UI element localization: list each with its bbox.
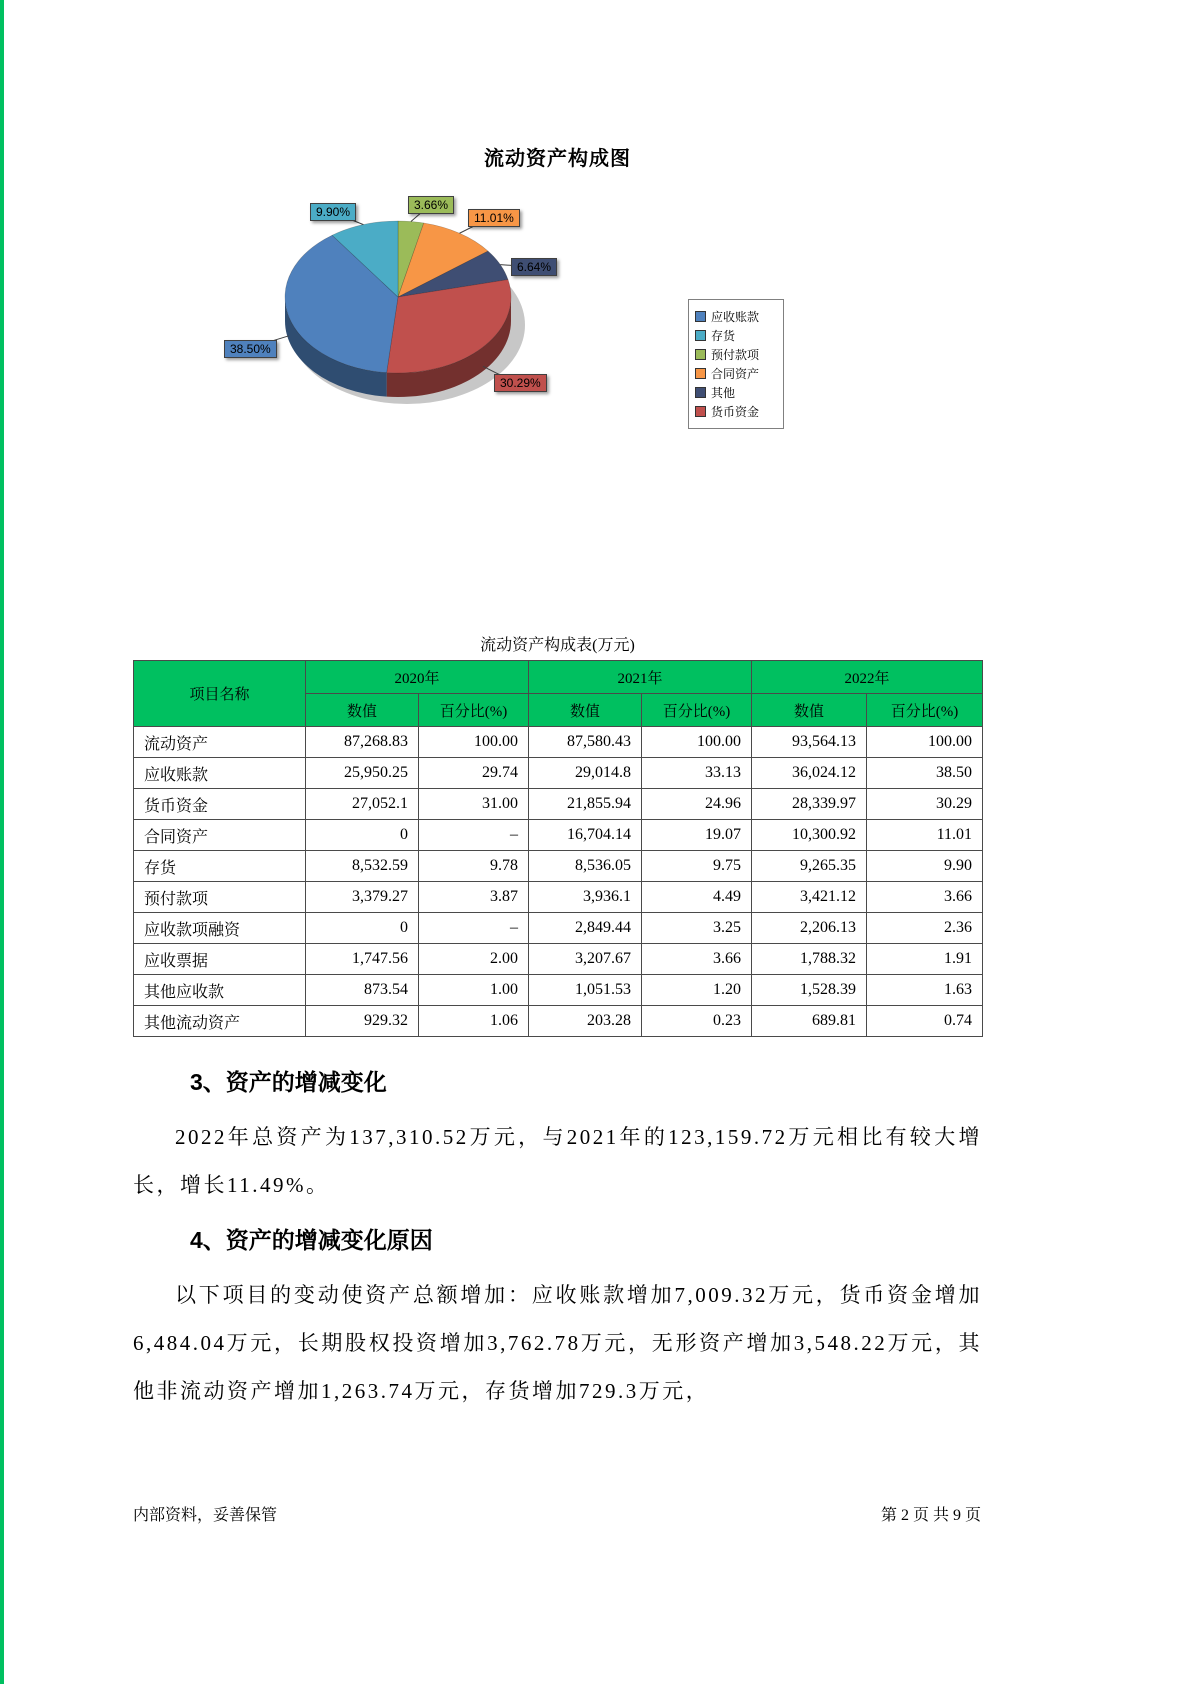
pie-percent-label: 30.29% <box>494 374 547 392</box>
cell-value: 873.54 <box>306 975 419 1006</box>
cell-percent: 11.01 <box>867 820 983 851</box>
cell-percent: 100.00 <box>642 727 752 758</box>
cell-percent: 0.74 <box>867 1006 983 1037</box>
cell-percent: 29.74 <box>419 758 529 789</box>
table-row <box>134 913 983 944</box>
header-value: 数值 <box>529 694 642 727</box>
row-item-name: 货币资金 <box>134 789 306 820</box>
legend-swatch <box>695 330 706 341</box>
chart-title: 流动资产构成图 <box>484 148 631 170</box>
cell-value: 689.81 <box>752 1006 867 1037</box>
header-year-group: 2020年 <box>306 661 529 694</box>
pie-percent-label: 38.50% <box>224 340 277 358</box>
cell-value: 3,207.67 <box>529 944 642 975</box>
header-percent: 百分比(%) <box>419 694 529 727</box>
table-row <box>134 1006 983 1037</box>
cell-value: 1,051.53 <box>529 975 642 1006</box>
legend-swatch <box>695 349 706 360</box>
legend-swatch <box>695 406 706 417</box>
cell-value: 2,849.44 <box>529 913 642 944</box>
pie-percent-label: 9.90% <box>310 203 356 221</box>
cell-percent: 1.91 <box>867 944 983 975</box>
row-item-name: 应收款项融资 <box>134 913 306 944</box>
cell-value: 36,024.12 <box>752 758 867 789</box>
header-item-name: 项目名称 <box>134 661 306 727</box>
legend-swatch <box>695 368 706 379</box>
table-row <box>134 851 983 882</box>
cell-percent: 9.90 <box>867 851 983 882</box>
cell-value: 929.32 <box>306 1006 419 1037</box>
footer-confidential-note: 内部资料，妥善保管 <box>133 1507 278 1524</box>
legend-label: 合同资产 <box>711 367 760 381</box>
header-year-group: 2021年 <box>529 661 752 694</box>
cell-percent: 1.63 <box>867 975 983 1006</box>
cell-percent: 3.87 <box>419 882 529 913</box>
row-item-name: 应收账款 <box>134 758 306 789</box>
legend-item <box>695 402 777 421</box>
paragraph-asset-change: 2022年总资产为137,310.52万元，与2021年的123,159.72万元相比有较大增长，增长11.49%。 <box>133 1125 982 1197</box>
cell-percent: 4.49 <box>642 882 752 913</box>
cell-value: 0 <box>306 913 419 944</box>
legend-item <box>695 383 777 402</box>
chart-legend <box>688 299 784 429</box>
legend-swatch <box>695 387 706 398</box>
cell-value: 87,580.43 <box>529 727 642 758</box>
assets-table-head <box>134 661 983 727</box>
cell-value: 203.28 <box>529 1006 642 1037</box>
cell-value: 21,855.94 <box>529 789 642 820</box>
cell-percent: 3.66 <box>642 944 752 975</box>
cell-percent: 9.78 <box>419 851 529 882</box>
cell-percent: 19.07 <box>642 820 752 851</box>
header-percent: 百分比(%) <box>642 694 752 727</box>
legend-item <box>695 307 777 326</box>
legend-item <box>695 345 777 364</box>
legend-swatch <box>695 311 706 322</box>
cell-value: 1,528.39 <box>752 975 867 1006</box>
header-percent: 百分比(%) <box>867 694 983 727</box>
table-row <box>134 758 983 789</box>
cell-percent: 3.66 <box>867 882 983 913</box>
row-item-name: 其他应收款 <box>134 975 306 1006</box>
cell-percent: 31.00 <box>419 789 529 820</box>
table-row <box>134 789 983 820</box>
row-item-name: 合同资产 <box>134 820 306 851</box>
cell-value: 3,421.12 <box>752 882 867 913</box>
pie-percent-label: 11.01% <box>468 209 520 227</box>
table-header-row-years <box>134 661 983 694</box>
cell-value: 10,300.92 <box>752 820 867 851</box>
legend-item <box>695 364 777 383</box>
cell-percent: 2.00 <box>419 944 529 975</box>
section-heading-3: 3、资产的增减变化 <box>190 1069 387 1095</box>
pie-percent-label: 3.66% <box>408 196 454 214</box>
pie-chart-svg <box>180 185 650 420</box>
cell-value: 1,747.56 <box>306 944 419 975</box>
cell-percent: 33.13 <box>642 758 752 789</box>
cell-percent: 100.00 <box>867 727 983 758</box>
cell-percent: – <box>419 913 529 944</box>
table-row <box>134 727 983 758</box>
pie-chart <box>180 185 650 420</box>
cell-value: 28,339.97 <box>752 789 867 820</box>
header-value: 数值 <box>306 694 419 727</box>
cell-value: 87,268.83 <box>306 727 419 758</box>
cell-value: 29,014.8 <box>529 758 642 789</box>
row-item-name: 预付款项 <box>134 882 306 913</box>
row-item-name: 应收票据 <box>134 944 306 975</box>
cell-value: 0 <box>306 820 419 851</box>
cell-value: 1,788.32 <box>752 944 867 975</box>
page-left-green-border <box>0 0 4 1684</box>
cell-value: 27,052.1 <box>306 789 419 820</box>
cell-percent: 1.20 <box>642 975 752 1006</box>
cell-percent: 38.50 <box>867 758 983 789</box>
table-row <box>134 820 983 851</box>
section-heading-4: 4、资产的增减变化原因 <box>190 1226 433 1253</box>
cell-value: 3,379.27 <box>306 882 419 913</box>
cell-percent: 24.96 <box>642 789 752 820</box>
cell-percent: 1.00 <box>419 975 529 1006</box>
header-value: 数值 <box>752 694 867 727</box>
legend-label: 应收账款 <box>711 310 760 324</box>
legend-label: 货币资金 <box>711 405 760 419</box>
cell-value: 9,265.35 <box>752 851 867 882</box>
footer-page-number: 第 2 页 共 9 页 <box>880 1507 981 1524</box>
pie-percent-label: 6.64% <box>511 258 557 276</box>
cell-value: 16,704.14 <box>529 820 642 851</box>
row-item-name: 存货 <box>134 851 306 882</box>
row-item-name: 其他流动资产 <box>134 1006 306 1037</box>
paragraph-asset-change-reason: 以下项目的变动使资产总额增加：应收账款增加7,009.32万元，货币资金增加6,484.04万元，长期股权投资增加3,762.78万元，无形资产增加3,548.22万元，其他非流动资产增加1,263.74万元，存货增加729.3万元， <box>133 1282 982 1403</box>
cell-value: 3,936.1 <box>529 882 642 913</box>
cell-value: 8,536.05 <box>529 851 642 882</box>
legend-label: 存货 <box>711 329 736 343</box>
text-block <box>133 1066 982 1429</box>
cell-percent: 30.29 <box>867 789 983 820</box>
row-item-name: 流动资产 <box>134 727 306 758</box>
cell-value: 2,206.13 <box>752 913 867 944</box>
cell-percent: 3.25 <box>642 913 752 944</box>
cell-value: 8,532.59 <box>306 851 419 882</box>
header-year-group: 2022年 <box>752 661 983 694</box>
table-row <box>134 882 983 913</box>
table-row <box>134 944 983 975</box>
table-title: 流动资产构成表(万元) <box>480 637 635 654</box>
cell-percent: – <box>419 820 529 851</box>
cell-percent: 9.75 <box>642 851 752 882</box>
cell-percent: 100.00 <box>419 727 529 758</box>
table-row <box>134 975 983 1006</box>
legend-item <box>695 326 777 345</box>
cell-percent: 1.06 <box>419 1006 529 1037</box>
legend-label: 其他 <box>711 386 736 400</box>
assets-table-body <box>134 727 983 1037</box>
current-assets-table <box>133 660 983 1037</box>
legend-label: 预付款项 <box>711 348 760 362</box>
cell-percent: 0.23 <box>642 1006 752 1037</box>
cell-percent: 2.36 <box>867 913 983 944</box>
cell-value: 93,564.13 <box>752 727 867 758</box>
cell-value: 25,950.25 <box>306 758 419 789</box>
